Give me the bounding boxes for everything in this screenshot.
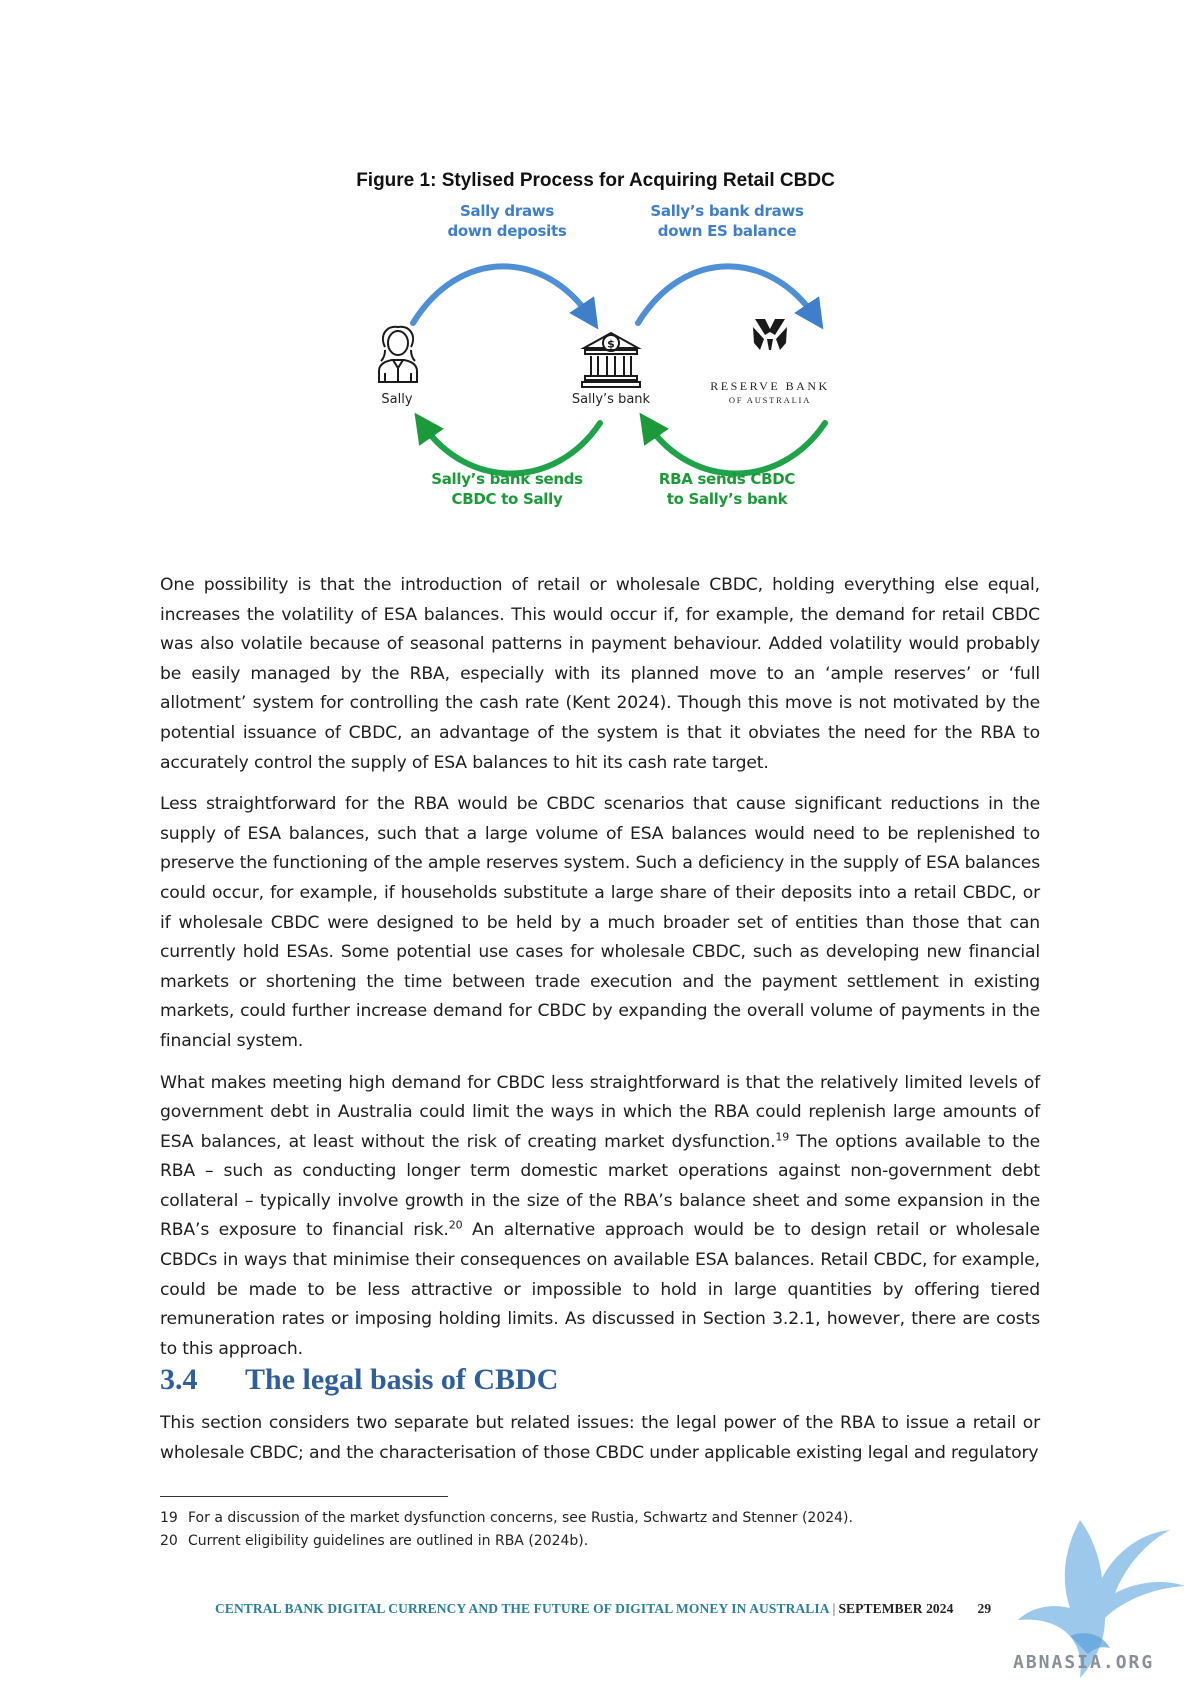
section-body-text	[160, 1409, 1040, 1480]
rba-logo-icon	[753, 319, 787, 350]
footer-separator: |	[832, 1601, 836, 1616]
section-heading	[160, 1363, 558, 1397]
arrow-bottom-left	[423, 423, 600, 474]
section-number: 3.4	[160, 1363, 198, 1396]
body-text	[160, 571, 1040, 1376]
footnotes	[160, 1507, 1020, 1553]
cbdc-process-diagram	[360, 202, 900, 525]
node-label-bank: Sally’s bank	[571, 392, 651, 407]
footnote-divider	[160, 1496, 448, 1497]
paragraph-1: One possibility is that the introduction of retail or wholesale CBDC, holding everything else equal, increases the volatility of ESA balances. This would occur if, for example, the demand for retail CBDC was also volatile because of seasonal patterns in payment behaviour. Added volatility would probably be easily managed by the RBA, especially with its planned move to an ‘ample reserves’ or ‘full allotment’ system for controlling the cash rate (Kent 2024). Though this move is not motivated by the potential issuance of CBDC, an advantage of the system is that it obviates the need for the RBA to accurately control the supply of ESA balances to hit its cash rate target.	[160, 575, 1040, 773]
person-icon	[379, 327, 417, 382]
node-label-sally: Sally	[381, 392, 413, 407]
footnote-ref-20[interactable]: 20	[448, 1218, 463, 1232]
footer-date: SEPTEMBER 2024	[838, 1601, 954, 1616]
arrow-top-left	[413, 266, 590, 323]
figure-title: Figure 1: Stylised Process for Acquiring Retail CBDC	[356, 170, 835, 191]
page-number: 29	[977, 1601, 992, 1616]
arrow-top-right	[638, 266, 815, 323]
paragraph-2: Less straightforward for the RBA would be CBDC scenarios that cause significant reductions in the supply of ESA balances, such that a large volume of ESA balances would need to be replenished to preserve the functioning of the ample reserves system. Such a deficiency in the supply of ESA balances could occur, for example, if households substitute a large share of their deposits into a retail CBDC, or if wholesale CBDC were designed to be held by a much broader set of entities than those that can currently hold ESAs. Some potential use cases for wholesale CBDC, such as developing new financial markets or shortening the time between trade execution and the payment settlement in existing markets, could further increase demand for CBDC by expanding the overall volume of payments in the financial system.	[160, 794, 1040, 1051]
paragraph-3: What makes meeting high demand for CBDC less straightforward is that the relatively limited levels of government debt in Australia could limit the ways in which the RBA could replenish large amounts of ESA balances, at least without the risk of creating market dysfunction.$^{19}$ The options available to the RBA – such as conducting longer term domestic market operations against non-government debt collateral – typically involve growth in the size of the RBA’s balance sheet and some expansion in the RBA’s exposure to financial risk.$^{20}$ An alternative approach would be to design retail or wholesale CBDCs in ways that minimise their consequences on available ESA balances. Retail CBDC, for example, could be made to be less attractive or impossible to hold in large quantities by offering tiered remuneration rates or imposing holding limits. As discussed in Section 3.2.1, however, there are costs to this approach.	[160, 1072, 1041, 1359]
bank-icon	[582, 333, 640, 387]
paragraph-4: This section considers two separate but related issues: the legal power of the RBA to issue a retail or wholesale CBDC; and the characterisation of those CBDC under applicable existing legal and regulatory	[160, 1413, 1040, 1463]
label-top-right: Sally’s bank draws down ES balance	[650, 202, 804, 240]
footnote-19: 19 For a discussion of the market dysfunction concerns, see Rustia, Schwartz and Stenner (2024).	[160, 1510, 853, 1526]
section-title: The legal basis of CBDC	[245, 1363, 559, 1396]
arrow-bottom-right	[648, 423, 825, 474]
footnote-20: 20 Current eligibility guidelines are outlined in RBA (2024b).	[160, 1533, 589, 1549]
page-footer	[215, 1601, 991, 1617]
label-top-left: Sally draws down deposits	[447, 202, 567, 240]
rba-logo-text: RESERVE BANK OF AUSTRALIA	[710, 379, 830, 405]
watermark-text: ABNASIA.ORG	[1013, 1652, 1155, 1673]
footer-title: CENTRAL BANK DIGITAL CURRENCY AND THE FUTURE OF DIGITAL MONEY IN AUSTRALIA	[215, 1601, 830, 1616]
footnote-ref-19[interactable]: 19	[775, 1129, 790, 1143]
svg-text:$: $	[607, 337, 615, 351]
label-bottom-right: RBA sends CBDC to Sally’s bank	[658, 470, 796, 508]
label-bottom-left: Sally’s bank sends CBDC to Sally	[431, 470, 583, 508]
